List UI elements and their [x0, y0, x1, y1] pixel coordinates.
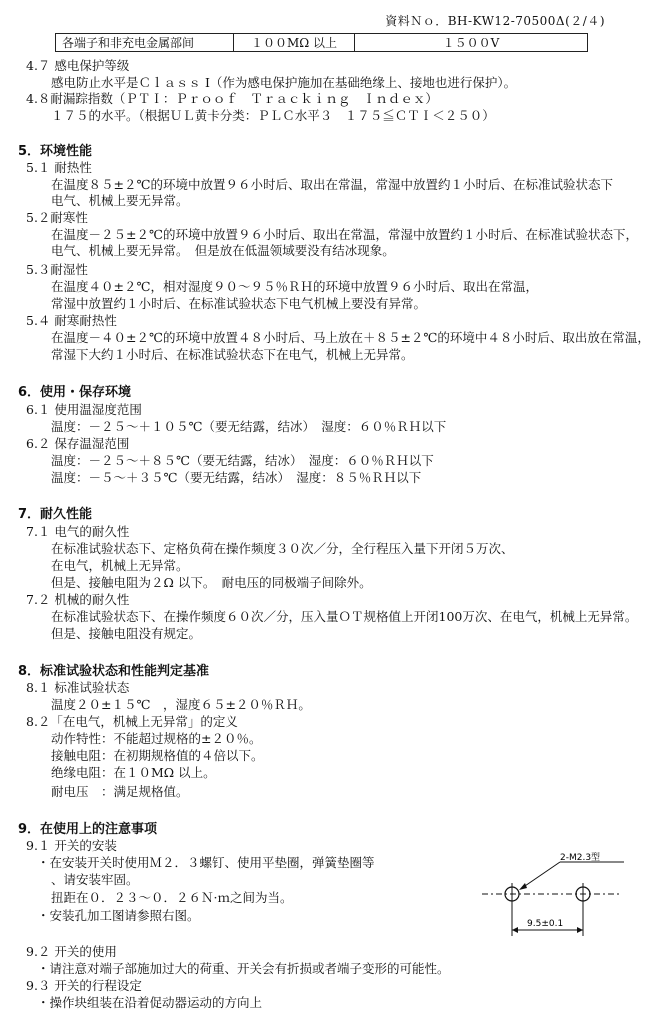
subsection-heading: 5.３耐湿性 — [26, 262, 88, 277]
body-line: 在电气，机械上无异常。 — [51, 558, 189, 573]
body-line: 在标准试验状态下、定格负荷在操作频度３０次／分，全行程压入量下开闭５万次、 — [51, 541, 514, 556]
body-line: 在温度－４０±２℃的环境中放置４８小时后、马上放在＋８５±２℃的环境中４８小时后、取出放在常温， — [51, 330, 650, 345]
body-line: 接触电阻：在初期规格值的４倍以下。 — [51, 748, 264, 763]
subsection-heading: 7.１ 电气的耐久性 — [26, 524, 130, 539]
pitch-label: 9.5±0.1 — [527, 919, 564, 929]
body-line: 温度：－２５～＋１０５℃（要无结露，结冰） 湿度：６０％ＲＨ以下 — [51, 419, 447, 434]
subsection-heading: 9.１ 开关的安装 — [26, 838, 117, 853]
body-line: １７５的水平。（根据ＵＬ黄卡分类：ＰＬＣ水平３ １７５≦ＣＴＩ＜２５０） — [51, 108, 495, 123]
subsection-heading: 9.３ 开关的行程设定 — [26, 978, 142, 993]
arrow-head-icon — [577, 927, 583, 933]
subsection-heading: 9.２ 开关的使用 — [26, 944, 117, 959]
mounting-hole-diagram — [482, 850, 632, 940]
body-line: 温度：－５～＋３５℃（要无结露，结冰） 湿度：８５％ＲＨ以下 — [51, 470, 422, 485]
table-row — [56, 34, 588, 52]
body-line: 动作特性：不能超过规格的±２０％。 — [51, 731, 262, 746]
body-line: 扭距在０．２３～０．２６Ｎ·ｍ之间为当。 — [51, 890, 293, 905]
subsection-heading: 4.７ 感电保护等级 — [26, 58, 130, 73]
arrow-head-icon — [512, 927, 518, 933]
body-line: 在温度－２５±２℃的环境中放置９６小时后、取出在常温，常湿中放置约１小时后、在标准试验状态下， — [51, 227, 638, 242]
subsection-heading: 8.１ 标准试验状态 — [26, 680, 130, 695]
body-line: ・在安装开关时使用Ｍ２．３螺钉、使用平垫圈，弹簧垫圈等 — [37, 855, 375, 870]
table-cell-insulation: １００MΩ 以上 — [234, 34, 355, 52]
body-line: 在温度４０±２℃，相对湿度９０～９５％ＲＨ的环境中放置９６小时后、取出在常温， — [51, 279, 538, 294]
body-line: 在温度８５±２℃的环境中放置９６小时后、取出在常温，常湿中放置约１小时后、在标准试验状态下 — [51, 177, 613, 192]
document-reference: 資料Ｎｏ．BH-KW12-70500Δ(２/４) — [385, 14, 605, 28]
body-line: 、请安装牢固。 — [51, 872, 139, 887]
subsection-heading: 5.４ 耐寒耐热性 — [26, 313, 117, 328]
body-line: 常湿下大约１小时后、在标准试验状态下在电气，机械上无异常。 — [51, 347, 414, 362]
body-line: 感电防止水平是Ｃｌａｓｓ Ⅰ（作为感电保护施加在基础绝缘上、接地也进行保护）。 — [51, 75, 517, 90]
holes-label: 2-M2.3型 — [560, 853, 601, 863]
body-line: 耐电压 ：满足规格值。 — [51, 784, 189, 799]
subsection-heading: 4.８耐漏踪指数（ＰＴＩ：Ｐｒｏｏｆ Ｔｒａｃｋｉｎｇ Ｉｎｄｅｘ） — [26, 91, 438, 106]
subsection-heading: 6.１ 使用温湿度范围 — [26, 402, 142, 417]
section-heading: 6．使用・保存环境 — [18, 385, 132, 400]
subsection-heading: 6.２ 保存温湿范围 — [26, 436, 130, 451]
body-line: 电气、机械上要无异常。 但是放在低温领域要没有结冰现象。 — [51, 243, 395, 258]
insulation-spec-table — [55, 33, 588, 52]
body-line: ・操作块组装在沿着促动器运动的方向上 — [37, 995, 263, 1010]
body-line: 但是、接触电阻为２Ω 以下。 耐电压的同极端子间除外。 — [51, 575, 372, 590]
section-heading: 5．环境性能 — [18, 144, 93, 159]
arrow-head-icon — [519, 883, 527, 890]
body-line: 电气、机械上要无异常。 — [51, 193, 189, 208]
section-heading: 9．在使用上的注意事项 — [18, 822, 158, 837]
body-line: 温度：－２５～＋８５℃（要无结露，结冰） 湿度：６０％ＲＨ以下 — [51, 453, 434, 468]
body-line: 温度２０±１５℃ ，湿度６５±２０％ＲＨ。 — [51, 697, 311, 712]
subsection-heading: 5.２耐寒性 — [26, 210, 88, 225]
subsection-heading: 8.２「在电气，机械上无异常」的定义 — [26, 714, 238, 729]
body-line: 绝缘电阻：在１０MΩ 以上。 — [51, 765, 216, 780]
body-line: 但是、接触电阻没有规定。 — [51, 626, 202, 641]
table-cell-voltage: １５００V — [355, 34, 588, 52]
section-heading: 7．耐久性能 — [18, 507, 93, 522]
body-line: 在标准试验状态下、在操作频度６０次／分，压入量ＯＴ规格值上开闭100万次、在电气，机械上无异常。 — [51, 609, 638, 624]
leader-line — [522, 862, 560, 888]
body-line: 常湿中放置约１小时后、在标准试验状态下电气机械上要没有异常。 — [51, 296, 427, 311]
section-heading: 8．标准试验状态和性能判定基准 — [18, 664, 210, 679]
subsection-heading: 5.１ 耐热性 — [26, 160, 92, 175]
subsection-heading: 7.２ 机械的耐久性 — [26, 592, 130, 607]
body-line: ・安装孔加工图请参照右图。 — [37, 908, 200, 923]
table-cell-location: 各端子和非充电金属部间 — [56, 34, 234, 52]
body-line: ・请注意对端子部施加过大的荷重、开关会有折损或者端子变形的可能性。 — [37, 961, 450, 976]
